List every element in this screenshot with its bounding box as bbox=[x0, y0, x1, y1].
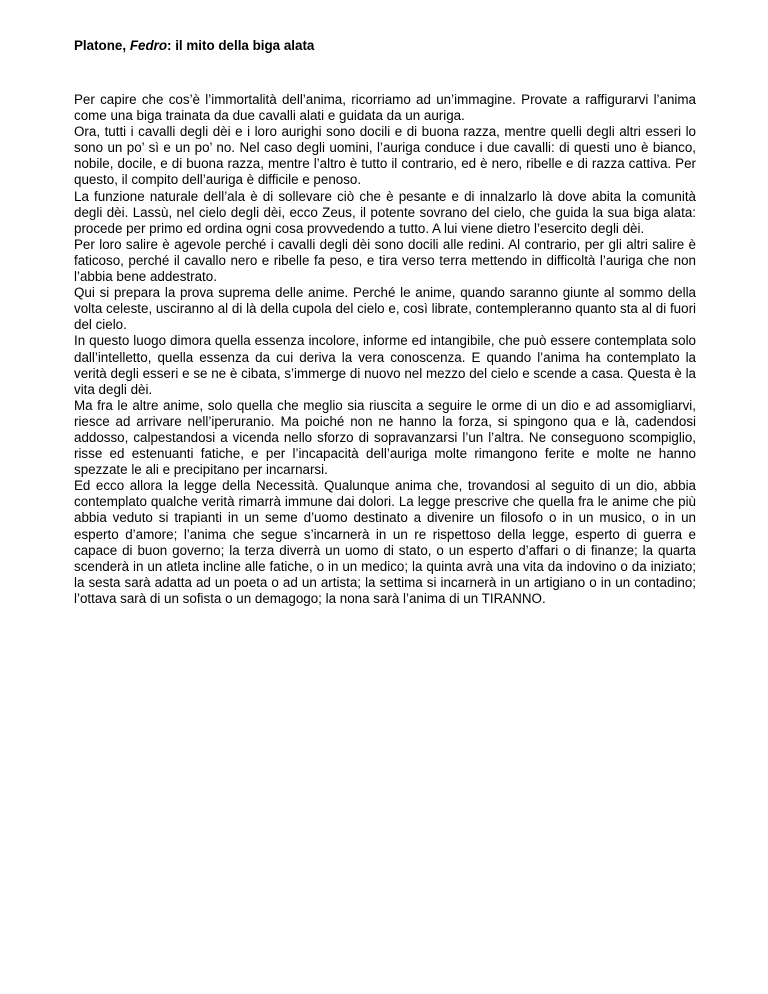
title-author: Platone, bbox=[74, 38, 130, 53]
document-title bbox=[74, 37, 696, 54]
title-work: Fedro bbox=[129, 38, 168, 53]
paragraph-8: Ed ecco allora la legge della Necessità. Qualunque anima che, trovandosi al seguito di un dio, abbia contemplato qualche verità rimarrà immune dai dolori. La legge prescrive che quella fra le anime che più abbia veduto si trapianti in un seme d’uomo destinato a divenire un filosofo o in un musico, o in un esperto d’amore; l’anima che segue s’incarnerà in un re rispettoso della legge, esperto di guerra e capace di buon governo; la terza diverrà un uomo di stato, o un esperto d’affari o di finanze; la quarta scenderà in un atleta incline alle fatiche, o in un medico; la quinta avrà una vita da indovino o da iniziato; la sesta sarà adatta ad un poeta o ad un artista; la settima si incarnerà in un artigiano o in un contadino; l’ottava sarà di un sofista o un demagogo; la nona sarà l’anima di un TIRANNO. bbox=[74, 478, 696, 606]
paragraph-7: Ma fra le altre anime, solo quella che meglio sia riuscita a seguire le orme di un dio e ad assomigliarvi, riesce ad arrivare nell’iperuranio. Ma poiché non ne hanno la forza, si spingono qua e là, cadendosi addosso, calpestandosi a vicenda nello sforzo di sopravanzarsi l’un l’altra. Ne conseguono scompiglio, risse ed estenuanti fatiche, e per l’incapacità dell’auriga molte rimangono ferite e molte ne hanno spezzate le ali e precipitano per incarnarsi. bbox=[74, 397, 696, 478]
paragraph-3: La funzione naturale dell’ala è di sollevare ciò che è pesante e di innalzarlo là dove abita la comunità degli dèi. Lassù, nel cielo degli dèi, ecco Zeus, il potente sovrano del cielo, che guida la sua biga alata: procede per primo ed ordina ogni cosa provvedendo a tutto. A lui viene dietro l’esercito degli dèi. bbox=[74, 188, 696, 236]
document-body bbox=[74, 92, 696, 607]
paragraph-4: Per loro salire è agevole perché i cavalli degli dèi sono docili alle redini. Al contrario, per gli altri salire è faticoso, perché il cavallo nero e ribelle fa peso, e tira verso terra mettendo in difficoltà l’auriga che non l’abbia bene addestrato. bbox=[74, 236, 696, 285]
paragraph-1: Per capire che cos’è l’immortalità dell’anima, ricorriamo ad un’immagine. Provate a raffigurarvi l’anima come una biga trainata da due cavalli alati e guidata da un auriga. bbox=[74, 92, 696, 124]
title-subtitle: : il mito della biga alata bbox=[167, 38, 315, 53]
document-page bbox=[74, 37, 696, 607]
paragraph-6: In questo luogo dimora quella essenza incolore, informe ed intangibile, che può essere contemplata solo dall’intelletto, quella essenza da cui deriva la vera conoscenza. E quando l’anima ha contemplato la verità degli esseri e se ne è cibata, s’immerge di nuovo nel mezzo del cielo e scende a casa. Questa è la vita degli dèi. bbox=[74, 333, 696, 397]
paragraph-2: Ora, tutti i cavalli degli dèi e i loro aurighi sono docili e di buona razza, mentre quelli degli altri esseri lo sono un po’ sì e un po’ no. Nel caso degli uomini, l’auriga conduce i due cavalli: di questi uno è bianco, nobile, docile, e di buona razza, mentre l’altro è tutto il contrario, ed è nero, ribelle e di razza cattiva. Per questo, il compito dell’auriga è difficile e penoso. bbox=[74, 124, 696, 188]
paragraph-5: Qui si prepara la prova suprema delle anime. Perché le anime, quando saranno giunte al sommo della volta celeste, usciranno al di là della cupola del cielo e, così librate, contempleranno quanto sta al di fuori del cielo. bbox=[74, 285, 696, 333]
